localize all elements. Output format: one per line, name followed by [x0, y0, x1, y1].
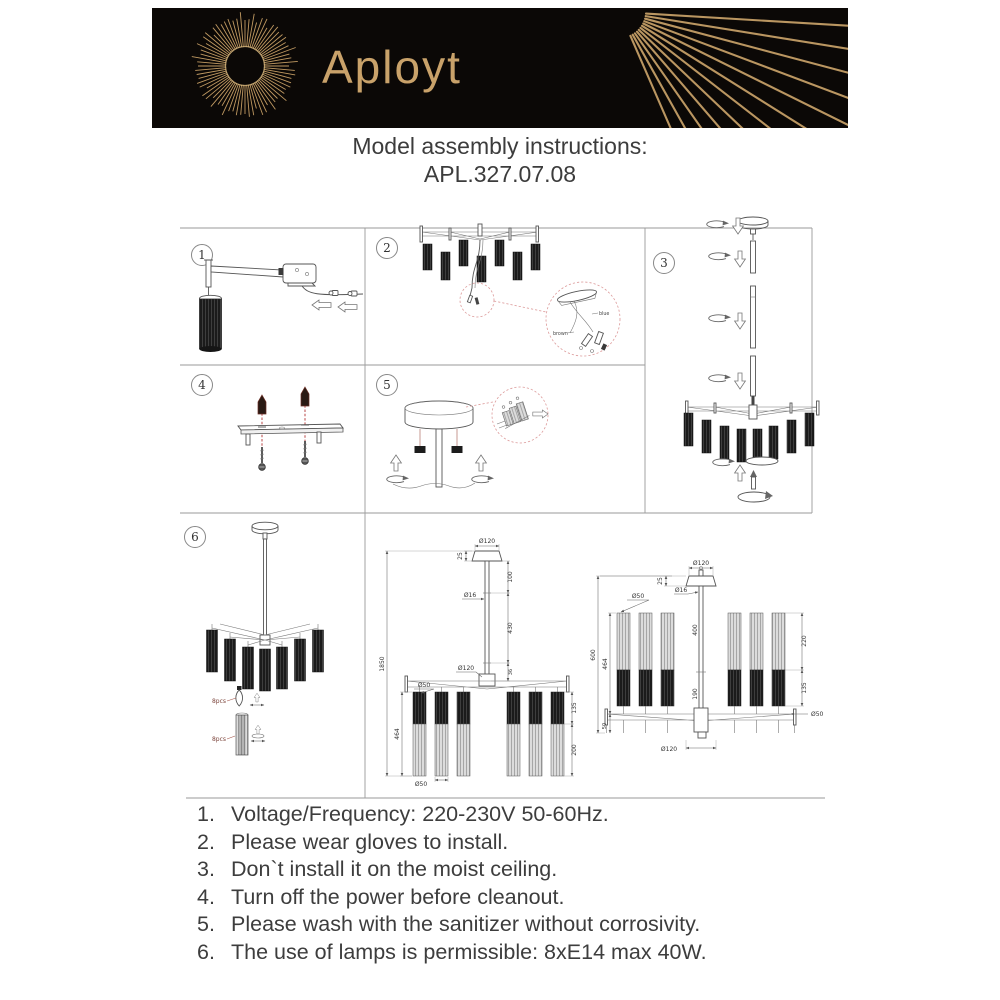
dim-bottom-diameter: Ø50 — [414, 781, 428, 788]
brand-banner — [152, 8, 848, 128]
item-text: Don`t install it on the moist ceiling. — [231, 857, 558, 882]
shade-cylinder — [200, 299, 222, 349]
dim-drawing-front — [379, 538, 578, 788]
ray-fan-decor-icon — [630, 14, 848, 128]
up-arrow-icon — [476, 455, 487, 471]
arm-post — [206, 260, 211, 287]
up-arrow-icon — [391, 455, 402, 471]
rod — [485, 561, 489, 678]
dim-rod-diameter: Ø16 — [674, 587, 688, 594]
item-number: 5. — [197, 912, 215, 937]
terminal-block — [497, 395, 531, 428]
shade-quantity-label: 8pcs — [211, 736, 226, 743]
dim-shade-diameter: Ø50 — [631, 593, 645, 600]
step2-diagram — [377, 224, 621, 356]
item-number: 6. — [197, 939, 215, 964]
step3-diagram — [654, 217, 820, 502]
rotate-arrow-icon — [387, 476, 409, 483]
dim-shade-height: 464 — [602, 658, 609, 670]
screw — [259, 447, 266, 470]
list-item — [197, 884, 707, 912]
shade-bottom — [200, 346, 222, 352]
dim-shade-top: 135 — [571, 702, 578, 714]
down-arrow-icon — [735, 373, 746, 389]
rotate-arrow-icon — [709, 253, 731, 260]
item-text: Please wash with the sanitizer without corrosivity. — [231, 912, 701, 937]
item-number: 1. — [197, 802, 215, 826]
step1-number: 1 — [198, 248, 206, 262]
rod-segment — [751, 241, 756, 273]
rotate-arrow-icon — [707, 221, 729, 228]
brand-name: Aployt — [322, 41, 462, 93]
item-number: 3. — [197, 857, 215, 882]
rod-segment — [751, 356, 756, 396]
bulb-base — [237, 686, 242, 690]
shades — [413, 692, 564, 776]
dim-hub-diameter: Ø120 — [660, 746, 678, 753]
rotate-arrow-icon — [709, 375, 731, 382]
rod-segment — [751, 286, 756, 348]
item-text: The use of lamps is permissible: 8xE14 max 40W. — [231, 939, 707, 964]
list-item — [197, 856, 707, 884]
panel-grid-lines — [180, 228, 825, 798]
insert-arrow-icon — [533, 410, 548, 418]
step5-number: 5 — [383, 378, 391, 392]
step6-diagram — [185, 522, 324, 755]
rotate-arrow-icon — [713, 459, 735, 466]
insert-up-arrow-icon — [255, 725, 261, 734]
step5-diagram — [377, 375, 549, 489]
rotate-arrow-icon — [472, 476, 494, 483]
ceiling-break-line — [393, 483, 475, 488]
step1-diagram — [192, 245, 364, 353]
dim-rod-length: 400 — [692, 624, 699, 636]
dim-shade-bottom: 200 — [571, 744, 578, 756]
slide-left-arrow-icon — [338, 302, 357, 312]
detail-leader-line — [494, 301, 546, 312]
canopy — [472, 551, 502, 561]
step3-number: 3 — [660, 256, 668, 270]
wall-anchor — [258, 395, 266, 414]
dim-rod-mid: 430 — [507, 622, 514, 634]
bottom-disc — [746, 457, 778, 465]
hanging-rod — [264, 539, 267, 635]
dim-metal-height: 135 — [801, 682, 808, 694]
zoom-canopy — [557, 287, 598, 306]
list-item — [197, 939, 707, 967]
dim-drawing-flush — [590, 560, 824, 753]
step6-number: 6 — [191, 530, 199, 544]
dim-glass-height: 220 — [801, 635, 808, 647]
dim-hub-diameter: Ø120 — [457, 665, 475, 672]
dim-canopy-height: 25 — [657, 577, 664, 585]
ceiling-canopy — [738, 217, 768, 225]
wire-label-brown: brown — [553, 332, 568, 337]
step2-number: 2 — [383, 241, 391, 255]
bulb-quantity-label: 8pcs — [211, 698, 226, 705]
item-text: Please wear gloves to install. — [231, 829, 509, 854]
chandelier-frame — [420, 224, 539, 242]
instruction-list — [197, 801, 707, 967]
canopy — [686, 576, 716, 586]
list-item — [197, 911, 707, 939]
slide-left-arrow-icon — [312, 300, 331, 310]
lock-nut — [452, 446, 463, 453]
up-arrow-icon — [735, 465, 746, 481]
hub — [694, 708, 708, 732]
wire-label-blue: blue — [599, 312, 610, 317]
wall-anchor — [301, 387, 309, 406]
chandelier-body — [684, 401, 819, 462]
dim-rod-top: 100 — [507, 571, 514, 583]
sunburst-inner-ring — [226, 47, 265, 86]
dim-total-height: 600 — [590, 649, 597, 661]
arm-connector — [279, 268, 284, 275]
banner-decor — [152, 8, 848, 128]
center-tube — [436, 429, 442, 487]
mount-bracket — [283, 264, 316, 283]
horizontal-arm — [211, 266, 283, 277]
candle-bulb — [236, 690, 243, 706]
dim-hub-gap: 36 — [508, 668, 514, 676]
item-text: Turn off the power before cleanout. — [231, 884, 565, 909]
item-text: Voltage/Frequency: 220-230V 50-60Hz. — [231, 802, 609, 826]
bottom-finial-disc — [738, 492, 770, 502]
rod — [699, 586, 703, 714]
item-number: 4. — [197, 884, 215, 909]
dim-shade-diameter-2: Ø50 — [811, 711, 824, 718]
step4-diagram — [192, 375, 344, 471]
dim-leg-height: 50 — [602, 722, 608, 730]
assembly-diagrams — [150, 200, 900, 800]
dim-rod-lower: 190 — [692, 688, 699, 700]
rotate-arrow-icon — [709, 315, 731, 322]
screw — [302, 441, 309, 464]
dim-shade-diameter: Ø50 — [417, 682, 431, 689]
page-title: Model assembly instructions: — [352, 133, 648, 159]
dim-shade-height: 464 — [394, 728, 401, 740]
dim-canopy-diameter: Ø120 — [478, 538, 496, 545]
title-block — [0, 132, 1000, 188]
down-arrow-icon — [735, 313, 746, 329]
list-item — [197, 801, 707, 829]
dim-rod-diameter: Ø16 — [463, 592, 477, 599]
chandelier-shades — [423, 240, 540, 282]
item-number: 2. — [197, 829, 215, 854]
sunburst-logo-icon — [192, 12, 298, 117]
dim-canopy-height: 25 — [457, 552, 464, 560]
dim-total-height: 1850 — [379, 656, 386, 672]
hub — [479, 674, 495, 686]
list-item — [197, 829, 707, 857]
model-number: APL.327.07.08 — [423, 161, 577, 187]
insert-up-arrow-icon — [254, 693, 260, 702]
step4-number: 4 — [198, 378, 206, 392]
canopy — [252, 522, 278, 530]
dim-canopy-diameter: Ø120 — [692, 560, 710, 567]
down-arrow-icon — [735, 251, 746, 267]
lock-nut — [415, 446, 426, 453]
